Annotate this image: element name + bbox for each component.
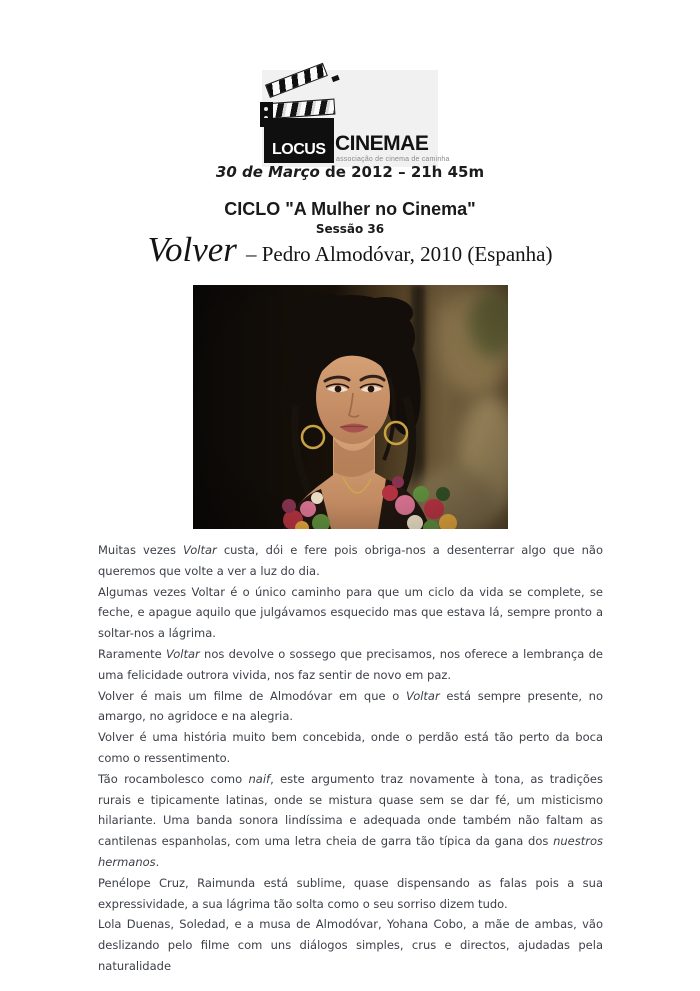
- session-time: de 2012 – 21h 45m: [319, 163, 485, 181]
- review-paragraph: Raramente Voltar nos devolve o sossego que precisamos, nos oferece a lembrança de uma felicidade outrora vivida, nos faz sentir de novo em paz.: [98, 646, 603, 682]
- film-meta: – Pedro Almodóvar, 2010 (Espanha): [245, 242, 553, 266]
- review-paragraph: Volver é uma história muito bem concebida, onde o perdão está tão perto da boca como o ressentimento.: [98, 730, 603, 765]
- session-date: 30 de Março: [215, 163, 320, 181]
- review-paragraph: Muitas vezes Voltar custa, dói e fere pois obriga-nos a desenterrar algo que não queremos que volte a ver a luz do dia.: [98, 543, 604, 578]
- film-title-line: [0, 228, 700, 272]
- locus-cinemae-logo: [262, 70, 450, 167]
- film-title: Volver: [147, 230, 237, 269]
- clapperboard-striped-bar: [263, 99, 336, 120]
- session-datetime: [0, 163, 700, 181]
- review-paragraph: Lola Duenas, Soledad, e a musa de Almodóvar, Yohana Cobo, a mãe de ambas, vão deslizando pelo filme com uns diálogos simples, crus e directos, ajudadas pela naturalidade: [98, 917, 603, 973]
- review-paragraph: Algumas vezes Voltar é o único caminho para que um ciclo da vida se complete, se feche, e apague aquilo que julgávamos esquecido mas que estava lá, sempre pronto a soltar-nos a lágrima.: [98, 584, 603, 641]
- clapperboard-top-stick: [265, 63, 328, 98]
- review-paragraph: Tão rocambolesco como naif, este argumento traz novamente à tona, as tradições rurais e tipicamente latinas, onde se mistura quase sem se dar fé, um misticismo hilariante. Uma banda sonora lindíssima e adequada onde também não faltam as cantilenas espanholas, com uma letra cheia de garra tão típica da gana dos nuestros hermanos.: [98, 771, 603, 869]
- logo-tagline: associação de cinema de caminha: [336, 156, 450, 163]
- clapperboard-slate: [264, 118, 334, 163]
- logo-word-cinemae: CINEMAE: [335, 132, 429, 155]
- session-number: Sessão 36: [315, 222, 385, 236]
- review-text: [98, 540, 603, 977]
- clapperboard-stick-tip: [331, 75, 339, 82]
- review-paragraph: Penélope Cruz, Raimunda está sublime, quase dispensando as falas pois a sua expressividade, a sua lágrima tão solta como o seu sorriso dizem tudo.: [98, 875, 603, 911]
- review-paragraph: Volver é mais um filme de Almodóvar em que o Voltar está sempre presente, no amargo, no agridoce e na alegria.: [98, 688, 603, 724]
- clapperboard-icon: [262, 70, 450, 167]
- cycle-title: CICLO "A Mulher no Cinema": [224, 199, 476, 219]
- film-still-photo: [193, 285, 508, 529]
- logo-word-locus: LOCUS: [272, 141, 326, 158]
